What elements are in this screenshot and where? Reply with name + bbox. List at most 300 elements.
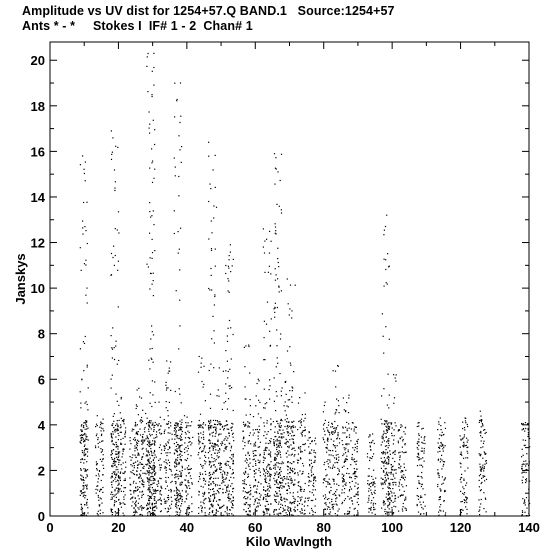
data-point <box>209 508 210 509</box>
data-point <box>199 478 200 479</box>
data-point <box>256 469 257 470</box>
data-point <box>247 460 248 461</box>
y-tick-label: 4 <box>37 417 45 433</box>
data-point <box>191 442 192 443</box>
data-point <box>233 456 234 457</box>
data-point <box>339 469 340 470</box>
data-point <box>97 439 98 440</box>
data-point <box>113 480 114 481</box>
data-point <box>133 515 134 516</box>
data-point <box>258 499 259 500</box>
data-point <box>152 508 153 509</box>
data-point <box>153 53 154 54</box>
data-point <box>176 488 177 489</box>
data-point <box>141 417 142 418</box>
data-point <box>311 500 312 501</box>
data-point <box>177 455 178 456</box>
data-point <box>402 470 403 471</box>
data-point <box>148 508 149 509</box>
data-point <box>150 484 151 485</box>
data-point <box>115 181 116 182</box>
data-point <box>291 454 292 455</box>
data-point <box>137 455 138 456</box>
data-point <box>342 426 343 427</box>
data-point <box>220 488 221 489</box>
data-point <box>112 514 113 515</box>
data-point <box>263 487 264 488</box>
data-point <box>142 457 143 458</box>
data-point <box>103 465 104 466</box>
data-point <box>186 427 187 428</box>
data-point <box>233 500 234 501</box>
data-point <box>291 310 292 311</box>
data-point <box>208 429 209 430</box>
data-point <box>445 514 446 515</box>
data-point <box>166 360 167 361</box>
data-point <box>372 440 373 441</box>
data-point <box>350 464 351 465</box>
data-point <box>480 467 481 468</box>
data-point <box>85 336 86 337</box>
data-point <box>156 424 157 425</box>
data-point <box>275 410 276 411</box>
data-point <box>150 508 151 509</box>
data-point <box>138 464 139 465</box>
data-point <box>263 457 264 458</box>
data-point <box>293 427 294 428</box>
data-point <box>255 480 256 481</box>
data-point <box>201 425 202 426</box>
data-point <box>423 428 424 429</box>
data-point <box>201 367 202 368</box>
data-point <box>84 453 85 454</box>
data-point <box>213 217 214 218</box>
data-point <box>152 465 153 466</box>
data-point <box>329 502 330 503</box>
data-point <box>132 497 133 498</box>
data-point <box>351 500 352 501</box>
data-point <box>276 233 277 234</box>
data-point <box>180 456 181 457</box>
data-point <box>200 464 201 465</box>
data-point <box>281 463 282 464</box>
data-point <box>149 511 150 512</box>
data-point <box>346 473 347 474</box>
data-point <box>113 246 114 247</box>
data-point <box>275 268 276 269</box>
data-point <box>270 443 271 444</box>
data-point <box>443 434 444 435</box>
data-point <box>214 464 215 465</box>
data-point <box>270 346 271 347</box>
data-point <box>100 513 101 514</box>
data-point <box>243 422 244 423</box>
data-point <box>123 502 124 503</box>
data-point <box>483 477 484 478</box>
data-point <box>218 446 219 447</box>
data-point <box>208 238 209 239</box>
data-point <box>113 463 114 464</box>
data-point <box>215 485 216 486</box>
data-point <box>170 422 171 423</box>
data-point <box>278 262 279 263</box>
data-point <box>248 508 249 509</box>
data-point <box>103 468 104 469</box>
data-point <box>324 478 325 479</box>
data-point <box>357 441 358 442</box>
data-point <box>147 463 148 464</box>
data-point <box>332 424 333 425</box>
data-point <box>302 451 303 452</box>
data-point <box>204 507 205 508</box>
data-point <box>333 431 334 432</box>
data-point <box>227 438 228 439</box>
data-point <box>82 437 83 438</box>
data-point <box>418 453 419 454</box>
data-point <box>208 497 209 498</box>
data-point <box>278 445 279 446</box>
data-point <box>265 438 266 439</box>
data-point <box>100 424 101 425</box>
data-point <box>215 484 216 485</box>
data-point <box>274 432 275 433</box>
data-point <box>226 449 227 450</box>
data-point <box>337 468 338 469</box>
data-point <box>174 83 175 84</box>
data-point <box>181 484 182 485</box>
data-point <box>266 510 267 511</box>
data-point <box>270 455 271 456</box>
data-point <box>249 491 250 492</box>
data-point <box>112 487 113 488</box>
data-point <box>169 515 170 516</box>
data-point <box>335 412 336 413</box>
data-point <box>190 425 191 426</box>
data-point <box>111 253 112 254</box>
data-point <box>393 506 394 507</box>
data-point <box>329 432 330 433</box>
data-point <box>87 456 88 457</box>
data-point <box>152 331 153 332</box>
data-point <box>148 422 149 423</box>
data-point <box>208 421 209 422</box>
data-point <box>245 455 246 456</box>
data-point <box>97 469 98 470</box>
data-point <box>324 431 325 432</box>
data-point <box>388 459 389 460</box>
data-point <box>244 488 245 489</box>
data-point <box>159 499 160 500</box>
data-point <box>136 474 137 475</box>
data-point <box>248 452 249 453</box>
data-point <box>444 480 445 481</box>
data-point <box>97 415 98 416</box>
data-point <box>220 429 221 430</box>
data-point <box>287 350 288 351</box>
data-point <box>440 461 441 462</box>
data-point <box>277 451 278 452</box>
data-point <box>292 454 293 455</box>
data-point <box>445 428 446 429</box>
data-point <box>215 478 216 479</box>
data-point <box>357 492 358 493</box>
data-point <box>336 504 337 505</box>
data-point <box>118 484 119 485</box>
data-point <box>111 437 112 438</box>
data-point <box>268 488 269 489</box>
data-point <box>288 508 289 509</box>
data-point <box>153 427 154 428</box>
data-point <box>190 455 191 456</box>
data-point <box>276 444 277 445</box>
data-point <box>120 424 121 425</box>
data-point <box>152 512 153 513</box>
data-point <box>466 509 467 510</box>
data-point <box>298 454 299 455</box>
data-point <box>291 480 292 481</box>
data-point <box>282 433 283 434</box>
data-point <box>287 418 288 419</box>
data-point <box>149 427 150 428</box>
data-point <box>291 478 292 479</box>
data-point <box>275 226 276 227</box>
data-point <box>250 515 251 516</box>
data-point <box>142 410 143 411</box>
data-point <box>153 438 154 439</box>
data-point <box>149 489 150 490</box>
data-point <box>215 266 216 267</box>
data-point <box>172 474 173 475</box>
data-point <box>467 453 468 454</box>
data-point <box>244 483 245 484</box>
data-point <box>274 499 275 500</box>
data-point <box>287 450 288 451</box>
data-point <box>86 424 87 425</box>
data-point <box>334 467 335 468</box>
data-point <box>205 515 206 516</box>
data-point <box>228 493 229 494</box>
data-point <box>165 503 166 504</box>
data-point <box>187 508 188 509</box>
data-point <box>260 505 261 506</box>
data-point <box>200 432 201 433</box>
data-point <box>479 464 480 465</box>
data-point <box>84 450 85 451</box>
data-point <box>461 509 462 510</box>
data-point <box>215 427 216 428</box>
data-point <box>254 473 255 474</box>
data-point <box>180 440 181 441</box>
data-point <box>153 210 154 211</box>
data-point <box>292 422 293 423</box>
data-point <box>115 228 116 229</box>
data-point <box>210 188 211 189</box>
data-point <box>205 424 206 425</box>
data-point <box>528 504 529 505</box>
data-point <box>81 493 82 494</box>
data-point <box>151 148 152 149</box>
data-point <box>279 463 280 464</box>
data-point <box>525 445 526 446</box>
data-point <box>218 421 219 422</box>
data-point <box>133 439 134 440</box>
data-point <box>83 477 84 478</box>
data-point <box>247 497 248 498</box>
data-point <box>231 494 232 495</box>
data-point <box>354 509 355 510</box>
data-point <box>218 450 219 451</box>
data-point <box>330 487 331 488</box>
data-point <box>293 515 294 516</box>
data-point <box>301 419 302 420</box>
data-point <box>422 451 423 452</box>
data-point <box>388 514 389 515</box>
data-point <box>526 480 527 481</box>
data-point <box>134 467 135 468</box>
data-point <box>190 469 191 470</box>
data-point <box>293 492 294 493</box>
data-point <box>276 471 277 472</box>
data-point <box>484 452 485 453</box>
data-point <box>213 450 214 451</box>
data-point <box>124 504 125 505</box>
data-point <box>422 466 423 467</box>
data-point <box>305 429 306 430</box>
data-point <box>210 408 211 409</box>
data-point <box>331 433 332 434</box>
data-point <box>84 422 85 423</box>
data-point <box>86 515 87 516</box>
data-point <box>334 493 335 494</box>
data-point <box>198 513 199 514</box>
data-point <box>245 345 246 346</box>
data-point <box>327 506 328 507</box>
data-point <box>460 479 461 480</box>
data-point <box>348 423 349 424</box>
data-point <box>161 464 162 465</box>
data-point <box>274 444 275 445</box>
data-point <box>461 440 462 441</box>
data-point <box>151 94 152 95</box>
data-point <box>268 504 269 505</box>
data-point <box>393 403 394 404</box>
data-point <box>178 231 179 232</box>
data-point <box>483 443 484 444</box>
data-point <box>392 466 393 467</box>
data-point <box>149 124 150 125</box>
data-point <box>141 420 142 421</box>
data-point <box>135 498 136 499</box>
y-axis-label: Janskys <box>13 253 28 305</box>
data-point <box>337 445 338 446</box>
data-point <box>314 462 315 463</box>
data-point <box>389 339 390 340</box>
data-point <box>166 389 167 390</box>
data-point <box>154 129 155 130</box>
data-point <box>256 507 257 508</box>
data-point <box>265 458 266 459</box>
data-point <box>184 469 185 470</box>
data-point <box>248 443 249 444</box>
data-point <box>381 452 382 453</box>
data-point <box>265 475 266 476</box>
data-point <box>116 394 117 395</box>
data-point <box>331 515 332 516</box>
data-point <box>382 483 383 484</box>
data-point <box>245 504 246 505</box>
data-point <box>392 482 393 483</box>
data-point <box>249 373 250 374</box>
data-point <box>291 502 292 503</box>
data-point <box>203 487 204 488</box>
data-point <box>142 421 143 422</box>
data-point <box>215 443 216 444</box>
data-point <box>221 467 222 468</box>
data-point <box>223 479 224 480</box>
data-point <box>152 96 153 97</box>
data-point <box>152 487 153 488</box>
data-point <box>168 449 169 450</box>
data-point <box>82 511 83 512</box>
data-point <box>121 507 122 508</box>
data-point <box>384 482 385 483</box>
data-point <box>111 492 112 493</box>
data-point <box>148 485 149 486</box>
data-point <box>460 514 461 515</box>
data-point <box>336 455 337 456</box>
data-point <box>297 460 298 461</box>
data-point <box>232 488 233 489</box>
data-point <box>209 451 210 452</box>
data-point <box>374 509 375 510</box>
data-point <box>138 489 139 490</box>
data-point <box>223 429 224 430</box>
data-point <box>80 468 81 469</box>
data-point <box>227 361 228 362</box>
data-point <box>177 474 178 475</box>
data-point <box>97 481 98 482</box>
data-point <box>293 461 294 462</box>
data-point <box>280 457 281 458</box>
data-point <box>177 424 178 425</box>
data-point <box>466 497 467 498</box>
data-point <box>258 506 259 507</box>
data-point <box>137 406 138 407</box>
data-point <box>274 473 275 474</box>
data-point <box>85 485 86 486</box>
data-point <box>114 500 115 501</box>
data-point <box>288 422 289 423</box>
data-point <box>444 422 445 423</box>
data-point <box>481 471 482 472</box>
data-point <box>387 512 388 513</box>
data-point <box>265 472 266 473</box>
data-point <box>385 269 386 270</box>
data-point <box>279 447 280 448</box>
data-point <box>182 431 183 432</box>
data-point <box>266 239 267 240</box>
data-point <box>269 253 270 254</box>
x-tick-label: 120 <box>449 520 472 535</box>
data-point <box>242 431 243 432</box>
data-point <box>117 425 118 426</box>
data-point <box>174 158 175 159</box>
data-point <box>218 463 219 464</box>
data-point <box>287 431 288 432</box>
data-point <box>227 497 228 498</box>
data-point <box>154 507 155 508</box>
data-point <box>101 423 102 424</box>
